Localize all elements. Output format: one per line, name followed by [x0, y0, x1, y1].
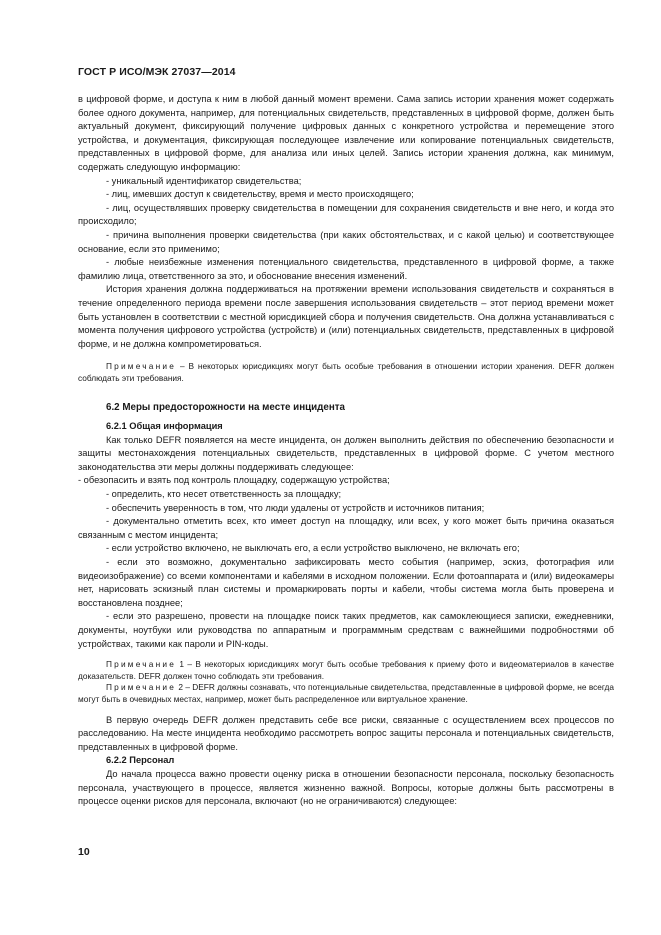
note-label: Примечание: [106, 361, 177, 372]
section-heading: 6.2 Меры предосторожности на месте инцидента: [106, 402, 345, 414]
subsection-heading: 6.2.2 Персонал: [106, 755, 175, 766]
paragraph: История хранения должна поддерживаться на протяжении времени использования свидетельств и сохраняться в течение определенного периода времени после завершения использования свидетельств – этот период времени может быть установлен в соответствии с местной юрисдикцией сбора и получения свидетельств. Она должна устанавливаться с момента получения цифрового устройства (устройств) и (или) потенциальных свидетельств, представленных в цифровой форме, и не должна компрометироваться.: [78, 284, 614, 349]
note: [78, 659, 614, 682]
note-text: – В некоторых юрисдикциях могут быть особые требования в отношении истории хранения. DEFR должен соблюдать эти требования.: [78, 361, 614, 383]
note-text: 2 – DEFR должны сознавать, что потенциальные свидетельства, представленные в цифровой форме, не всегда могут быть в очевидных местах, например, может быть распределенное или виртуальное хранение.: [78, 682, 614, 704]
paragraph: в цифровой форме, и доступа к ним в любой данный момент времени. Сама запись истории хранения может содержать более одного документа, например, для потенциальных свидетельств, представленных в цифровой форме, должен быть актуальный документ, фиксирующий получение цифровых данных с конкретного устройства и перемещение этого устройства, и документация, фиксирующая последующее извлечение или копирование потенциальных свидетельств, представленных в цифровой форме, для анализа или иных целей. Запись истории хранения должна, как минимум, содержать следующую информацию:: [78, 94, 614, 172]
paragraph: В первую очередь DEFR должен представить себе все риски, связанные с осуществлением всех процессов по расследованию. На месте инцидента необходимо рассмотреть вопрос защиты персонала и потенциальных свидетельств, представленных в цифровой форме.: [78, 714, 614, 752]
note: [78, 682, 614, 705]
list-item: - определить, кто несет ответственность за площадку;: [106, 489, 342, 500]
note-text: 1 – В некоторых юрисдикциях могут быть особые требования к приему фото и видеоматериалов в качестве доказательств. DEFR должен точно соблюдать эти требования.: [78, 659, 614, 681]
list-item: - если это возможно, документально зафиксировать место события (например, эскиз, фотография или видеоизображение) со всеми компонентами и кабелями в исходном положении. Если фотоаппарата и (или) видеокамеры нет, нарисовать эскизный план системы и промаркировать порты и кабели, чтобы система могла быть проверена и восстановлена позднее;: [78, 557, 614, 608]
paragraph: Как только DEFR появляется на месте инцидента, он должен выполнить действия по обеспечению безопасности и защиты местонахождения потенциальных свидетельств, представленных в цифровой форме. С учетом местного законодательства эти меры должны поддерживать следующее:: [78, 434, 614, 472]
paragraph: До начала процесса важно провести оценку риска в отношении безопасности персонала, поскольку безопасность персонала, участвующего в процессе, является жизненно важной. Вопросы, которые должны быть рассмотрены в процессе оценки рисков для персонала, включают (но не ограничиваются) следующее:: [78, 768, 614, 807]
list-item: - документально отметить всех, кто имеет доступ на площадку, или всех, у кого может быть причина оказаться связанным с местом инцидента;: [78, 516, 614, 540]
note: [78, 361, 614, 384]
list-item: - лиц, осуществлявших проверку свидетельства в помещении для сохранения свидетельств и вне него, и когда это происходило;: [78, 202, 614, 227]
list-item: - любые неизбежные изменения потенциального свидетельства, представленного в цифровой форме, а также фамилию лица, ответственного за это, и обоснование внесения изменений.: [78, 257, 614, 281]
page-number: 10: [78, 846, 90, 858]
list-item: - если устройство включено, не выключать его, а если устройство выключено, не включать его;: [106, 543, 520, 554]
list-item: - если это разрешено, провести на площадке поиск таких предметов, как самоклеющиеся записки, ежедневники, документы, ноутбуки или руководства по аппаратным и программным средствам с важнейшими подробностями об устройствах, такими как пароли и PIN-коды.: [78, 611, 614, 649]
note-label: Примечание: [106, 682, 177, 693]
subsection-heading: 6.2.1 Общая информация: [106, 421, 223, 432]
document-body: [78, 93, 614, 809]
list-item: - обезопасить и взять под контроль площадку, содержащую устройства;: [78, 475, 390, 486]
document-header: ГОСТ Р ИСО/МЭК 27037—2014: [78, 66, 236, 78]
list-item: - обеспечить уверенность в том, что люди удалены от устройств и источников питания;: [106, 502, 485, 513]
note-label: Примечание: [106, 659, 177, 670]
list-item: - уникальный идентификатор свидетельства;: [106, 175, 302, 186]
list-item: - лиц, имевших доступ к свидетельству, время и место происходящего;: [106, 189, 414, 200]
list-item: - причина выполнения проверки свидетельства (при каких обстоятельствах, и с какой целью) и соответствующее основание, если это применимо;: [78, 229, 614, 254]
